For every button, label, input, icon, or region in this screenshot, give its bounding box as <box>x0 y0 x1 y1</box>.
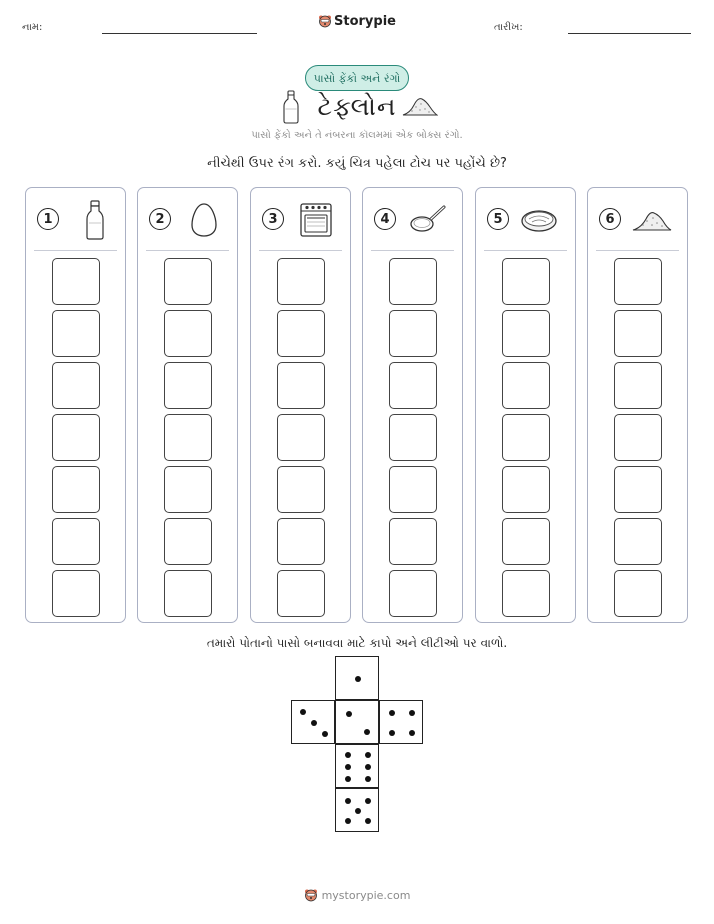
instructions-subtitle: પાસો ફેંકો અને તે નંબરના કૉલમમાં એક બોક્સ રંગો. <box>251 130 463 141</box>
color-box[interactable] <box>614 362 662 409</box>
column-divider <box>34 250 117 251</box>
egg-icon <box>190 202 218 242</box>
brand-name: Storypie <box>334 14 396 29</box>
dice-pip <box>346 711 352 717</box>
column-divider <box>371 250 454 251</box>
date-line[interactable] <box>568 33 691 34</box>
column-divider <box>146 250 229 251</box>
color-box[interactable] <box>52 258 100 305</box>
footer <box>0 888 714 905</box>
oven-icon <box>299 202 333 242</box>
dice-pip <box>365 776 371 782</box>
column-divider <box>259 250 342 251</box>
dice-pip <box>365 798 371 804</box>
color-box[interactable] <box>614 258 662 305</box>
dice-face-3 <box>291 700 335 744</box>
dice-pip <box>345 764 351 770</box>
flour-pile-icon <box>402 95 438 121</box>
column-1 <box>25 187 126 623</box>
color-box[interactable] <box>389 466 437 513</box>
color-box[interactable] <box>614 310 662 357</box>
color-box[interactable] <box>52 518 100 565</box>
dice-pip <box>365 764 371 770</box>
dice-face-4 <box>379 700 423 744</box>
color-box[interactable] <box>277 414 325 461</box>
color-box[interactable] <box>52 310 100 357</box>
name-line[interactable] <box>102 33 257 34</box>
dice-pip <box>364 729 370 735</box>
dice-face-5 <box>335 788 379 832</box>
color-box[interactable] <box>389 362 437 409</box>
color-box[interactable] <box>502 570 550 617</box>
color-box[interactable] <box>502 466 550 513</box>
dice-pip <box>345 776 351 782</box>
color-box[interactable] <box>389 518 437 565</box>
color-box[interactable] <box>52 362 100 409</box>
bear-logo-icon <box>318 14 332 32</box>
date-label: તારીખ: <box>494 22 523 33</box>
frying-pan-icon <box>409 204 447 238</box>
color-box[interactable] <box>277 570 325 617</box>
column-5 <box>475 187 576 623</box>
color-box[interactable] <box>164 466 212 513</box>
color-box[interactable] <box>389 570 437 617</box>
color-box[interactable] <box>502 518 550 565</box>
dice-face-6 <box>335 744 379 788</box>
column-number: 3 <box>262 208 284 230</box>
bear-logo-icon <box>304 888 318 905</box>
dice-pip <box>365 818 371 824</box>
color-box[interactable] <box>614 518 662 565</box>
name-label: નામ: <box>22 22 43 33</box>
color-box[interactable] <box>164 362 212 409</box>
dice-instruction: તમારો પોતાનો પાસો બનાવવા માટે કાપો અને લીટીઓ પર વાળો. <box>206 636 508 650</box>
column-divider <box>596 250 679 251</box>
question-text: નીચેથી ઉપર રંગ કરો. કયું ચિત્ર પહેલા ટોચ પર પહોંચે છે? <box>207 156 507 171</box>
color-box[interactable] <box>502 258 550 305</box>
dice-pip <box>389 730 395 736</box>
column-2 <box>137 187 238 623</box>
dice-pip <box>409 730 415 736</box>
dice-pip <box>322 731 328 737</box>
dice-face-1 <box>335 656 379 700</box>
dice-pip <box>345 818 351 824</box>
dice-pip <box>345 798 351 804</box>
column-3 <box>250 187 351 623</box>
dice-pip <box>311 720 317 726</box>
color-box[interactable] <box>277 518 325 565</box>
dice-pip <box>300 709 306 715</box>
column-number: 2 <box>149 208 171 230</box>
column-divider <box>484 250 567 251</box>
color-box[interactable] <box>389 258 437 305</box>
color-box[interactable] <box>164 258 212 305</box>
brand-logo <box>0 14 714 32</box>
color-box[interactable] <box>277 310 325 357</box>
pancake-icon <box>520 206 558 238</box>
color-box[interactable] <box>164 518 212 565</box>
dice-pip <box>355 676 361 682</box>
color-box[interactable] <box>277 258 325 305</box>
color-box[interactable] <box>614 414 662 461</box>
color-box[interactable] <box>164 414 212 461</box>
dice-pip <box>389 710 395 716</box>
column-number: 4 <box>374 208 396 230</box>
color-box[interactable] <box>164 310 212 357</box>
column-number: 1 <box>37 208 59 230</box>
column-6 <box>587 187 688 623</box>
color-box[interactable] <box>614 466 662 513</box>
dice-face-2 <box>335 700 379 744</box>
color-box[interactable] <box>614 570 662 617</box>
color-box[interactable] <box>389 310 437 357</box>
page-title: ટેફ્લોન <box>317 92 397 121</box>
color-box[interactable] <box>277 466 325 513</box>
dice-pip <box>345 752 351 758</box>
dice-pip <box>409 710 415 716</box>
column-number: 5 <box>487 208 509 230</box>
color-box[interactable] <box>389 414 437 461</box>
color-box[interactable] <box>502 414 550 461</box>
color-box[interactable] <box>52 570 100 617</box>
color-box[interactable] <box>164 570 212 617</box>
color-box[interactable] <box>52 466 100 513</box>
milk-bottle-icon <box>86 200 104 244</box>
column-4 <box>362 187 463 623</box>
flour-pile-icon <box>632 208 672 236</box>
footer-url: mystorypie.com <box>321 889 411 902</box>
color-box[interactable] <box>502 362 550 409</box>
color-box[interactable] <box>277 362 325 409</box>
color-box[interactable] <box>52 414 100 461</box>
dice-pip <box>365 752 371 758</box>
dice-pip <box>355 808 361 814</box>
activity-pill: પાસો ફેંકો અને રંગો <box>305 65 409 91</box>
color-box[interactable] <box>502 310 550 357</box>
column-number: 6 <box>599 208 621 230</box>
